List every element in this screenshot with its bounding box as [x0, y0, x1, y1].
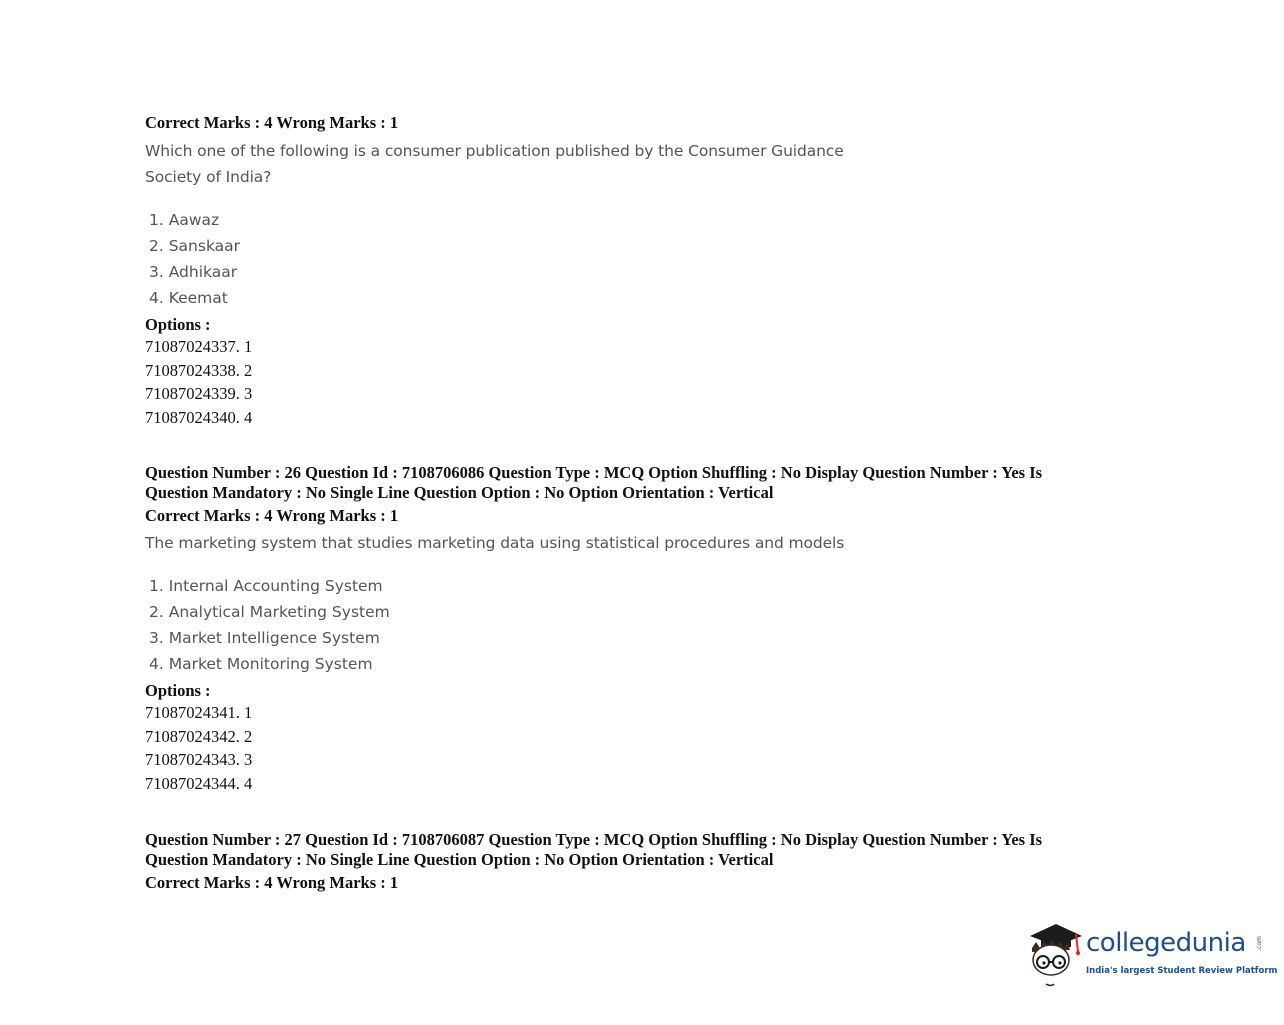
- answer-choice: 4. Keemat: [149, 288, 228, 307]
- option-id-line: 71087024339. 3: [145, 384, 253, 404]
- question-25-block: [145, 113, 1145, 430]
- logo-suffix: .com: [1255, 936, 1263, 951]
- question-27-header-line2: Question Mandatory : No Single Line Question Option : No Option Orientation : Vertical: [145, 849, 774, 869]
- question-25-text-line1: Which one of the following is a consumer publication published by the Consumer Guidance: [145, 141, 844, 160]
- answer-choice: 2. Analytical Marketing System: [149, 602, 390, 621]
- question-27-marks: Correct Marks : 4 Wrong Marks : 1: [145, 873, 399, 892]
- question-25-answer-list: [145, 207, 1145, 311]
- option-id-line: 71087024344. 4: [145, 774, 253, 794]
- question-25-text-line2: Society of India?: [145, 167, 272, 186]
- options-label: Options :: [145, 680, 211, 700]
- option-id-line: 71087024337. 1: [145, 337, 253, 356]
- answer-choice: 2. Sanskaar: [149, 236, 241, 255]
- option-id-line: 71087024343. 3: [145, 750, 253, 770]
- answer-choice: 1. Aawaz: [149, 210, 220, 229]
- option-id-line: 71087024342. 2: [145, 726, 253, 746]
- option-id-line: 71087024340. 4: [145, 408, 253, 428]
- answer-choice: 4. Market Monitoring System: [149, 654, 373, 673]
- question-26-block: [145, 463, 1145, 796]
- answer-choice: 3. Market Intelligence System: [149, 628, 380, 647]
- option-id-line: 71087024338. 2: [145, 360, 253, 380]
- collegedunia-logo: [1024, 918, 1278, 990]
- question-26-header-line1: Question Number : 26 Question Id : 7108706086 Question Type : MCQ Option Shuffling : No Display Question Number : Yes Is: [145, 463, 1043, 482]
- answer-choice: 1. Internal Accounting System: [149, 576, 383, 595]
- question-26-marks: Correct Marks : 4 Wrong Marks : 1: [145, 506, 399, 525]
- answer-choice: 3. Adhikaar: [149, 262, 238, 281]
- options-label: Options :: [145, 314, 211, 334]
- logo-wordmark: collegedunia: [1086, 928, 1246, 958]
- question-27-header-line1: Question Number : 27 Question Id : 7108706087 Question Type : MCQ Option Shuffling : No Display Question Number : Yes Is: [145, 830, 1043, 849]
- question-26-text: The marketing system that studies marketing data using statistical procedures and models: [145, 533, 845, 552]
- option-id-line: 71087024341. 1: [145, 703, 253, 722]
- question-26-answer-list: [145, 573, 1145, 677]
- question-26-header-line2: Question Mandatory : No Single Line Question Option : No Option Orientation : Vertical: [145, 482, 774, 502]
- graduate-mascot-icon: [1024, 918, 1086, 990]
- logo-tagline: India's largest Student Review Platform: [1086, 966, 1278, 976]
- question-25-marks: Correct Marks : 4 Wrong Marks : 1: [145, 113, 399, 132]
- question-25-text: [145, 138, 1145, 190]
- question-27-block: [145, 830, 1145, 893]
